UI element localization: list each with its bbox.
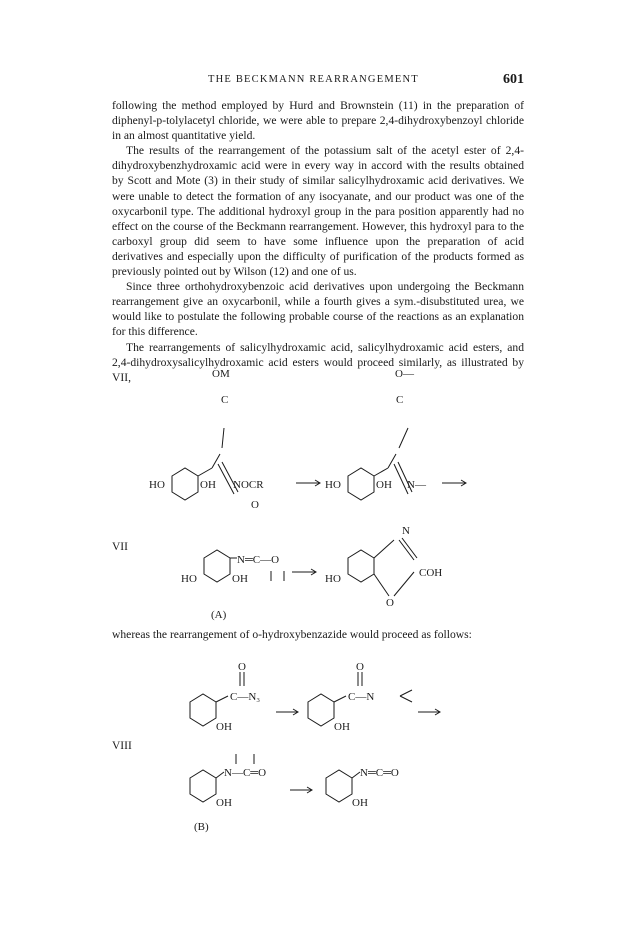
n-dash-label: N— <box>407 479 426 491</box>
c-n-label: C—N <box>348 691 375 703</box>
ho-label: HO <box>181 573 197 585</box>
oh-label: OH <box>200 479 216 491</box>
o-label: O <box>251 499 259 511</box>
paragraph: whereas the rearrangement of o-hydroxybenzazide would proceed as follows: <box>112 628 472 641</box>
c-n3-label: C—N₃ <box>230 691 261 703</box>
n-c-o-label: N—C═O <box>224 767 267 779</box>
o-label: O <box>356 661 364 673</box>
page-header <box>112 72 524 90</box>
intermediate-a-label: (A) <box>211 609 227 621</box>
benzene-ring <box>190 770 216 802</box>
page-number: 601 <box>503 72 524 87</box>
paragraph: The results of the rearrangement of the potassium salt of the acetyl ester of 2,4-dihydroxybenzhydroxamic acid were in every way in accord with the results obtained by Scott and Mote (3) in their study of similar salicylhydroxamic acid derivatives. We were unable to detect the formation of any isocyanate, and our product was one of the oxycarbonil type. The additional hydroxyl group in the para position apparently had no effect on the course of the Beckmann rearrangement. However, this hydroxyl para to the carboxyl group did seem to have some influence upon the preparation of acid derivatives and especially upon the difficulty of purification of the products formed as previously pointed out by Wilson (12) and one of us. <box>112 144 524 279</box>
ho-label: HO <box>325 573 341 585</box>
benzene-ring <box>348 468 374 500</box>
c-label: C <box>221 394 229 406</box>
scheme-viii-drawing <box>112 660 532 835</box>
body-text-mid <box>112 627 524 642</box>
oh-label: OH <box>232 573 248 585</box>
om-label: OM <box>212 368 230 380</box>
body-text-top <box>112 98 524 385</box>
benzene-ring <box>172 468 198 500</box>
o-label: O <box>386 597 394 609</box>
benzene-ring <box>190 694 216 726</box>
nco-label: N═C—O <box>237 554 280 566</box>
n-eq-c-eq-o-label: N═C═O <box>360 767 399 779</box>
scheme-vii <box>112 368 532 623</box>
ho-label: HO <box>149 479 165 491</box>
scheme-label-viii: VIII <box>112 740 132 752</box>
benzene-ring <box>348 550 374 582</box>
benzene-ring <box>308 694 334 726</box>
paragraph: Since three orthohydroxybenzoic acid derivatives upon undergoing the Beckmann rearrangement give an oxycarbonil, while a fourth gives a sym.-disubstituted urea, we would like to postulate the following probable course of the reactions as an explanation for this difference. <box>112 280 524 339</box>
o-dash-label: O— <box>395 368 414 380</box>
oh-label: OH <box>216 797 232 809</box>
scheme-label-vii: VII <box>112 541 128 553</box>
c-label: C <box>396 394 404 406</box>
paragraph: The rearrangements of salicylhydroxamic acid, salicylhydroxamic acid esters, and 2,4-dihydroxysalicylhydroxamic acid esters would proceed similarly, as illustrated by VII, <box>112 340 524 384</box>
o-label: O <box>238 661 246 673</box>
benzene-ring <box>204 550 230 582</box>
running-title: THE BECKMANN REARRANGEMENT <box>208 74 419 85</box>
oh-label: OH <box>334 721 350 733</box>
scheme-viii <box>112 660 532 835</box>
benzene-ring <box>326 770 352 802</box>
oh-label: OH <box>352 797 368 809</box>
n-label: N <box>402 525 410 537</box>
coh-label: COH <box>419 567 443 579</box>
scheme-vii-drawing <box>112 368 532 623</box>
ho-label: HO <box>325 479 341 491</box>
oh-label: OH <box>376 479 392 491</box>
paragraph: following the method employed by Hurd and Brownstein (11) in the preparation of diphenyl-p-tolylacetyl chloride, we were able to prepare 2,4-dihydroxybenzoyl chloride in an almost quantitative yield. <box>112 99 524 143</box>
nocr-label: NOCR <box>233 479 264 491</box>
intermediate-b-label: (B) <box>194 821 209 833</box>
oh-label: OH <box>216 721 232 733</box>
